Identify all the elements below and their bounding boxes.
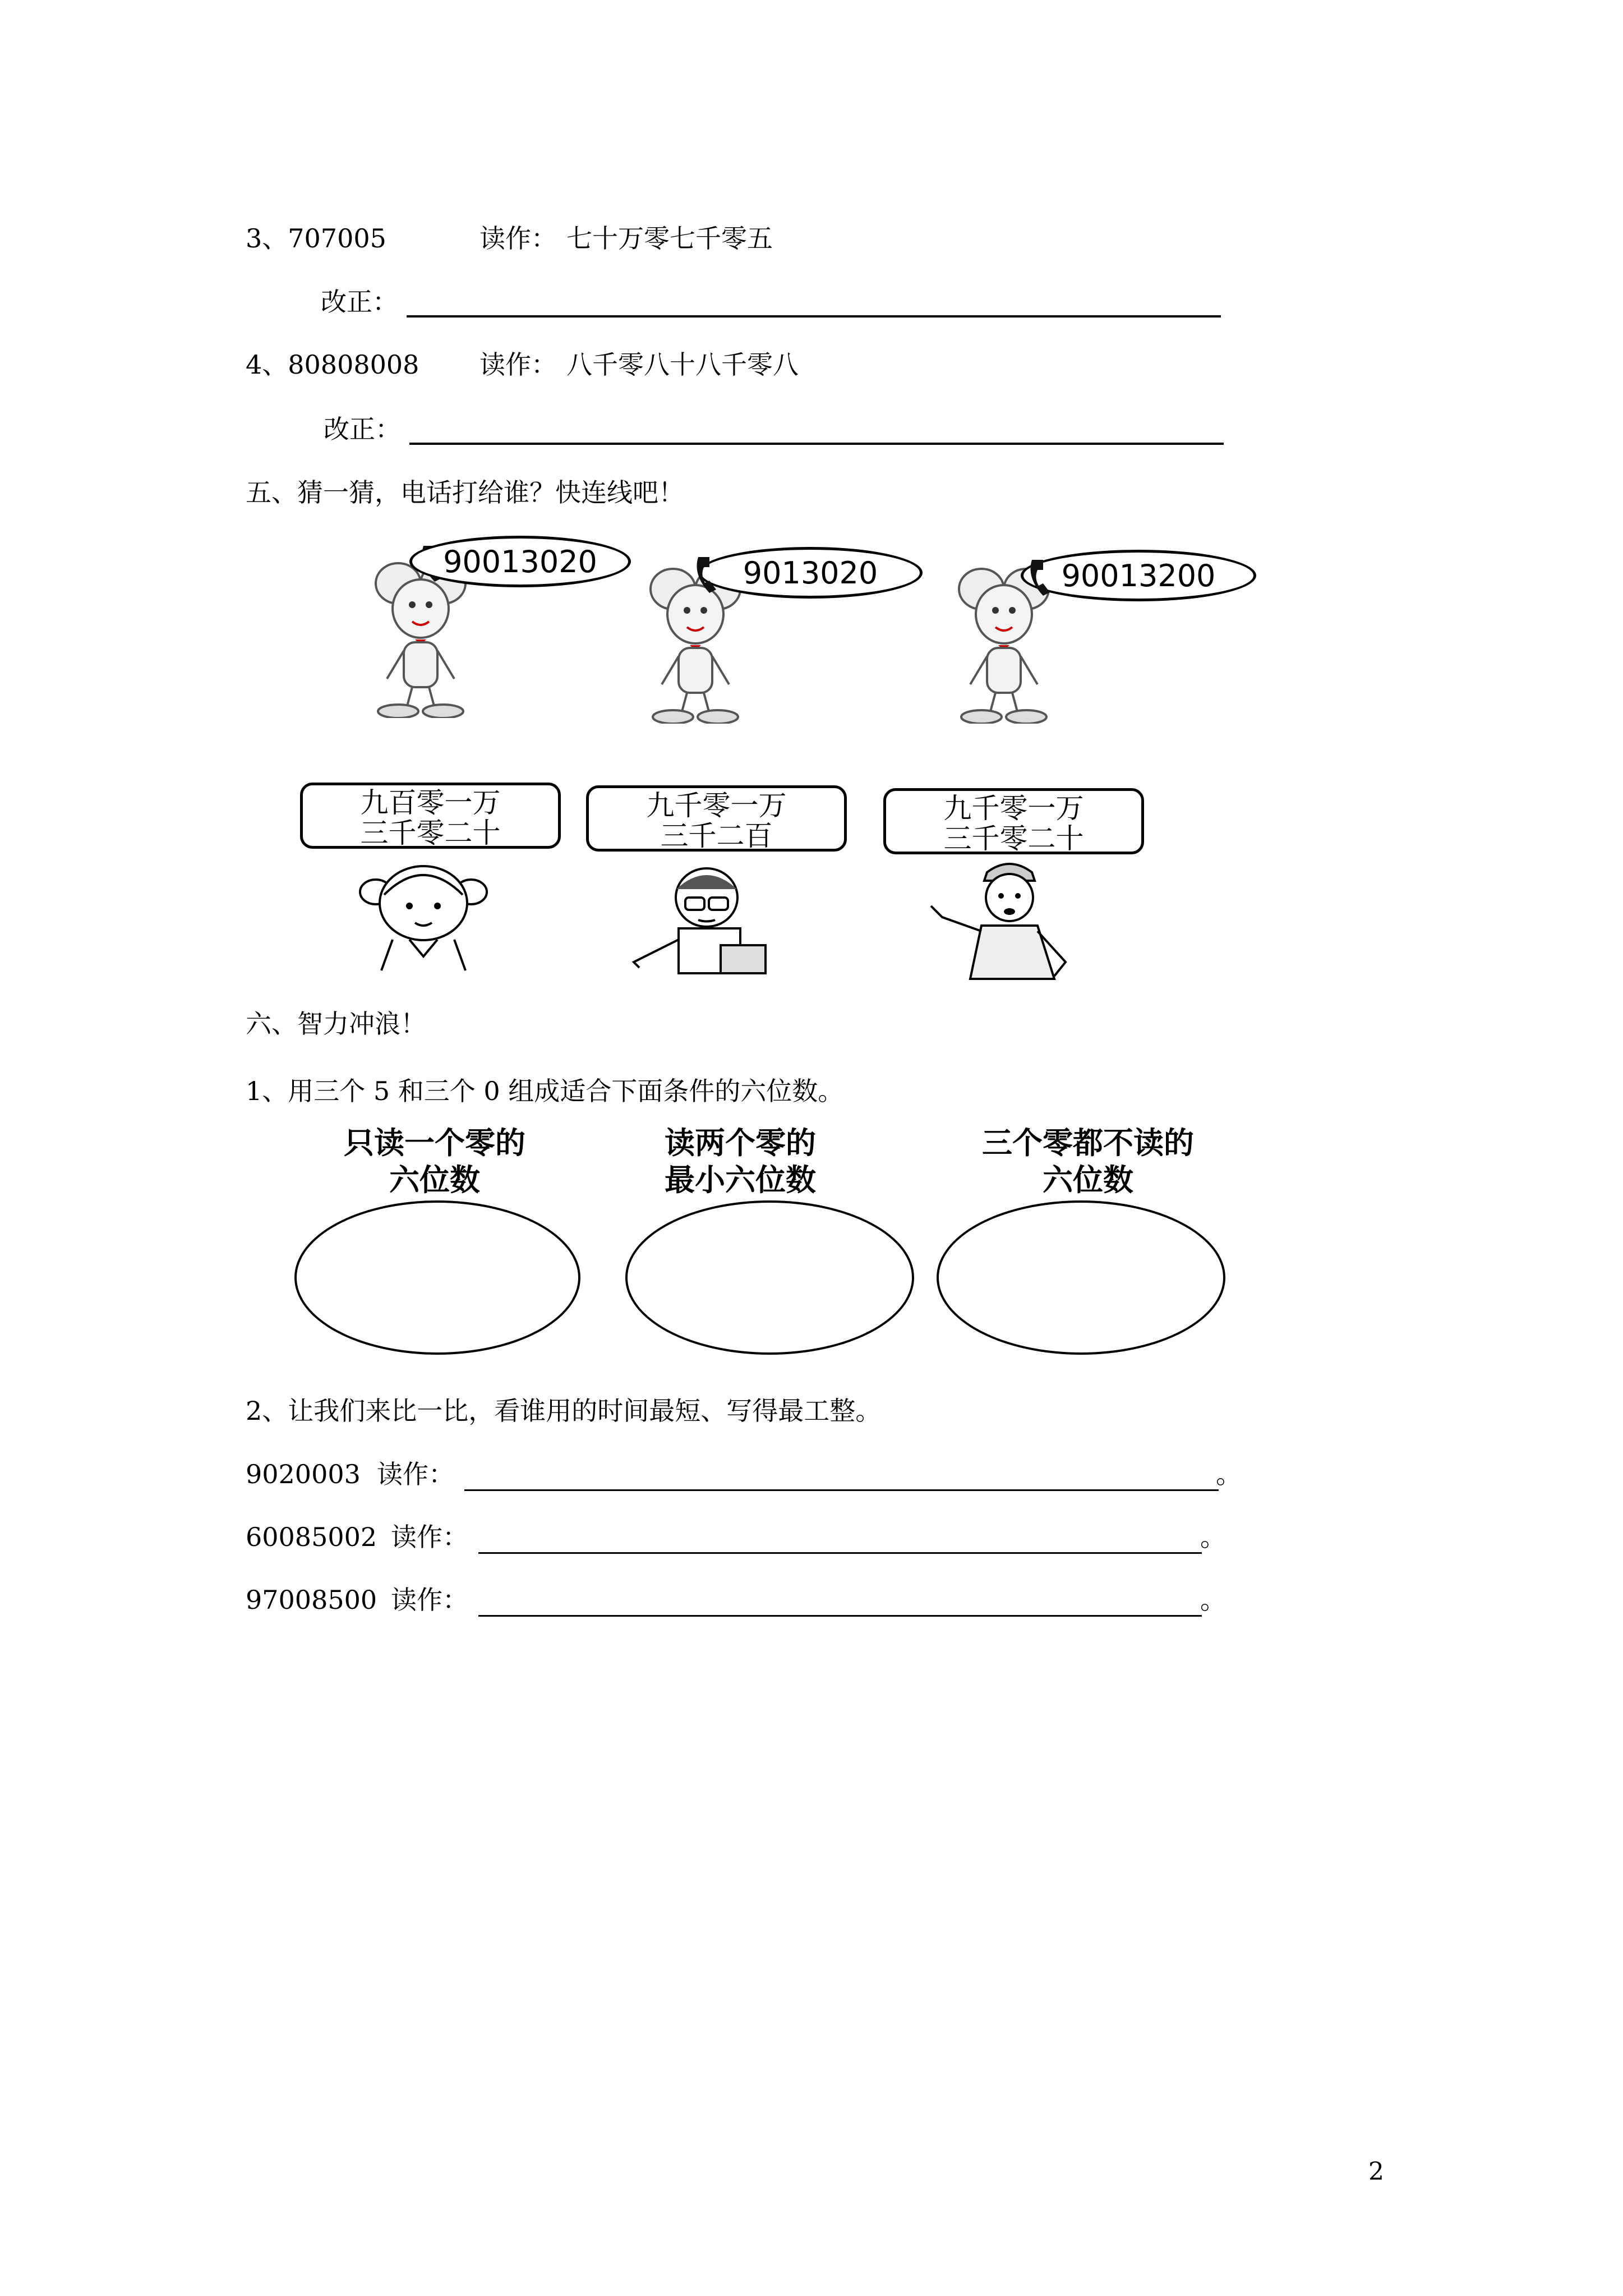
answer-box-2-line1: 九千零一万 [646,789,787,822]
boy-with-glasses-figure [623,867,785,979]
condition-1 [297,1125,572,1199]
row-1-answer-line[interactable] [464,1489,1219,1491]
condition-2 [603,1125,878,1199]
row-1-number: 9020003 [246,1459,361,1489]
answer-box-1 [300,783,561,849]
row-3-label: 读作： [391,1585,468,1615]
page-number: 2 [1368,2157,1384,2186]
q3-fix-label: 改正： [321,287,398,317]
condition-3-line2: 六位数 [1043,1162,1133,1198]
condition-3-line1: 三个零都不读的 [982,1125,1194,1161]
q4-read-label: 读作： [479,349,557,380]
q4-number: 4、80808008 [246,349,419,380]
answer-oval-1[interactable] [294,1200,580,1355]
answer-box-1-line1: 九百零一万 [360,786,501,819]
section6-title: 六、智力冲浪！ [246,1009,426,1039]
q3-answer-line[interactable] [407,315,1221,318]
condition-2-line1: 读两个零的 [665,1125,816,1161]
answer-box-3 [883,788,1144,854]
q3-read-label: 读作： [479,223,557,254]
row-3-answer-line[interactable] [478,1615,1202,1617]
row-1-label: 读作： [377,1459,454,1489]
row-3-number: 97008500 [246,1585,377,1615]
answer-oval-3[interactable] [937,1200,1225,1355]
caller-bubble-1: 90013020 [409,536,631,587]
q4-answer-line[interactable] [409,443,1224,445]
girl-figure [359,861,488,973]
row-1-end: 。 [1216,1459,1242,1489]
q3-read-value: 七十万零七千零五 [566,223,773,254]
q3-number: 3、707005 [246,223,386,254]
row-2-end: 。 [1200,1522,1226,1552]
condition-1-line2: 六位数 [389,1162,480,1198]
section6-q2: 2、让我们来比一比，看谁用的时间最短、写得最工整。 [246,1396,882,1426]
phone-icon [1026,555,1060,600]
condition-3 [942,1125,1234,1199]
row-2-number: 60085002 [246,1522,377,1552]
answer-box-2 [586,785,847,852]
caller-bubble-2: 9013020 [698,547,923,599]
man-with-cap-figure [920,855,1105,982]
man-icon [920,855,1105,982]
row-3-end: 。 [1200,1585,1226,1615]
boy-icon [623,867,785,979]
row-2-label: 读作： [391,1522,468,1552]
section5-title: 五、猜一猜，电话打给谁？快连线吧！ [246,477,684,508]
q4-fix-label: 改正： [324,414,401,444]
answer-box-3-line1: 九千零一万 [943,792,1084,825]
condition-1-line1: 只读一个零的 [344,1125,525,1161]
answer-box-3-line2: 三千零二十 [943,822,1084,855]
section6-q1: 1、用三个 5 和三个 0 组成适合下面条件的六位数。 [246,1076,844,1106]
caller-bubble-3: 90013200 [1021,550,1256,601]
row-2-answer-line[interactable] [478,1552,1202,1554]
phone-icon [693,553,726,597]
answer-box-2-line2: 三千二百 [660,820,773,852]
answer-box-1-line2: 三千零二十 [360,817,501,849]
q4-read-value: 八千零八十八千零八 [566,349,799,380]
girl-icon [359,861,488,973]
answer-oval-2[interactable] [625,1200,914,1355]
condition-2-line2: 最小六位数 [665,1162,816,1198]
